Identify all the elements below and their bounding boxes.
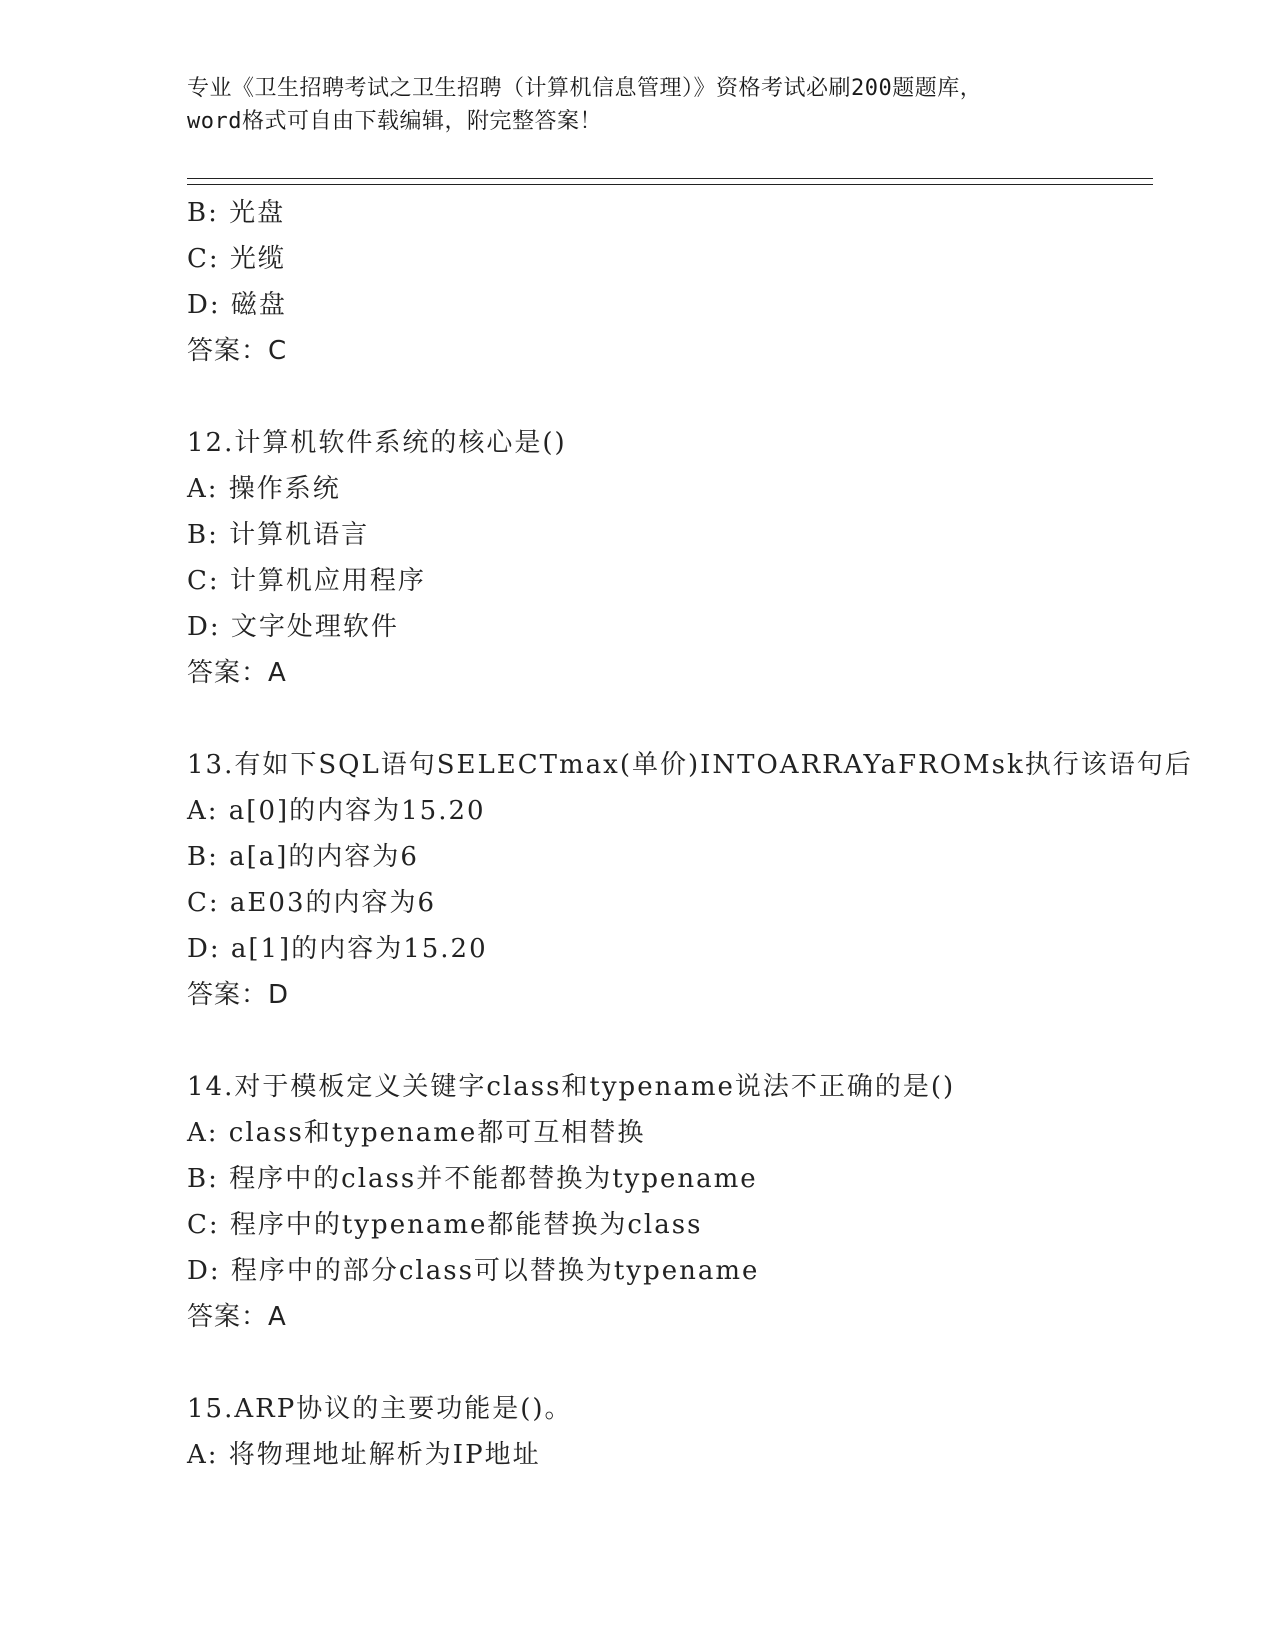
option-c: C: 计算机应用程序 <box>187 566 426 596</box>
spacer <box>187 1340 1147 1386</box>
header-divider-bottom <box>187 184 1153 185</box>
spacer <box>187 374 1147 420</box>
spacer <box>187 1018 1147 1064</box>
option-b: B: 程序中的class并不能都替换为typename <box>187 1164 758 1194</box>
option-a: A: a[0]的内容为15.20 <box>187 796 486 826</box>
option-a: A: class和typename都可互相替换 <box>187 1118 646 1148</box>
option-d: D: 磁盘 <box>187 290 287 320</box>
question-stem: 14.对于模板定义关键字class和typename说法不正确的是() <box>187 1072 956 1102</box>
option-c: C: 光缆 <box>187 244 286 274</box>
answer-line: 答案：A <box>187 658 287 688</box>
question-block-12 <box>187 420 1147 696</box>
header-divider-top <box>187 178 1153 179</box>
option-b: B: 计算机语言 <box>187 520 370 550</box>
answer-line: 答案：D <box>187 980 290 1010</box>
option-a: A: 将物理地址解析为IP地址 <box>187 1440 541 1470</box>
question-stem: 12.计算机软件系统的核心是() <box>187 428 567 458</box>
question-block-13 <box>187 742 1193 1018</box>
question-block-14 <box>187 1064 1147 1340</box>
header-line-1: 专业《卫生招聘考试之卫生招聘（计算机信息管理）》资格考试必刷200题题库， <box>187 76 983 101</box>
option-a: A: 操作系统 <box>187 474 341 504</box>
question-block-11 <box>187 190 1147 374</box>
option-c: C: aE03的内容为6 <box>187 888 437 918</box>
option-b: B: 光盘 <box>187 198 286 228</box>
answer-line: 答案：C <box>187 336 288 366</box>
question-list <box>187 190 1193 1478</box>
question-block-15 <box>187 1386 1147 1478</box>
option-b: B: a[a]的内容为6 <box>187 842 419 872</box>
option-d: D: 文字处理软件 <box>187 612 399 642</box>
answer-line: 答案：A <box>187 1302 287 1332</box>
spacer <box>187 696 1147 742</box>
question-stem: 13.有如下SQL语句SELECTmax(单价)INTOARRAYaFROMsk执行该语句后 <box>187 750 1193 780</box>
document-header <box>187 72 1087 138</box>
header-line-2: word格式可自由下载编辑，附完整答案！ <box>187 109 602 134</box>
option-d: D: 程序中的部分class可以替换为typename <box>187 1256 760 1286</box>
option-d: D: a[1]的内容为15.20 <box>187 934 488 964</box>
option-c: C: 程序中的typename都能替换为class <box>187 1210 703 1240</box>
question-stem: 15.ARP协议的主要功能是()。 <box>187 1394 573 1424</box>
